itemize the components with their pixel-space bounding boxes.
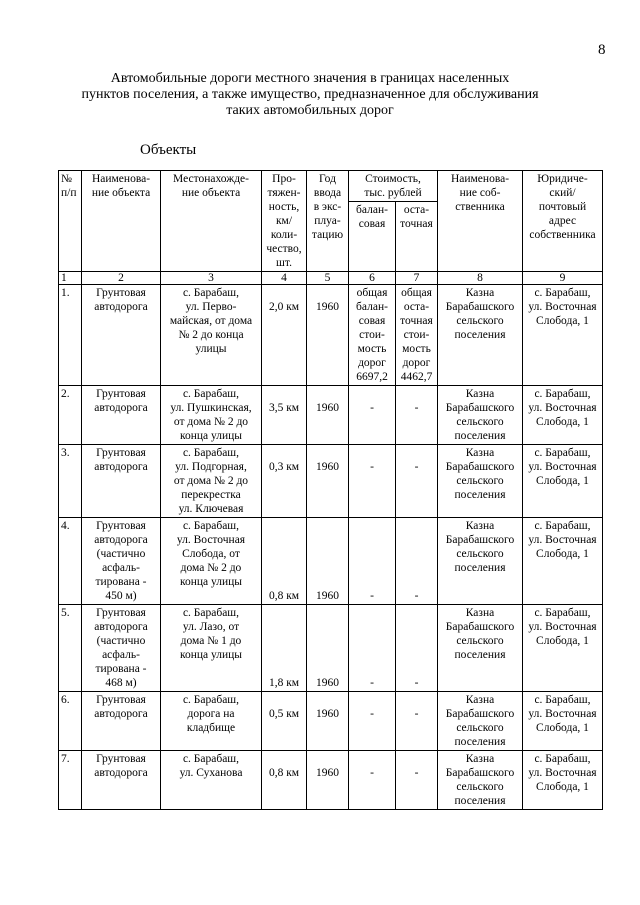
cell-location: с. Барабаш, ул. Подгорная, от дома № 2 до перекрестка ул. Ключевая xyxy=(161,445,262,518)
cell-location: с. Барабаш, ул. Пушкинская, от дома № 2 до конца улицы xyxy=(161,386,262,445)
cell-address: с. Барабаш, ул. Восточная Слобода, 1 xyxy=(523,518,603,605)
cell-num: 2. xyxy=(59,386,82,445)
cell-name: Грунтовая автодорога xyxy=(82,692,161,751)
cell-name: Грунтовая автодорога xyxy=(82,751,161,810)
header-location: Местонахожде- ние объекта xyxy=(161,171,262,272)
cell-balance: - xyxy=(349,605,396,692)
column-number: 1 xyxy=(59,272,82,285)
column-number: 2 xyxy=(82,272,161,285)
cell-balance: - xyxy=(349,692,396,751)
cell-length: 0,8 км xyxy=(262,751,307,810)
table-row xyxy=(59,386,603,445)
cell-owner: Казна Барабашского сельского поселения xyxy=(438,751,523,810)
table-row xyxy=(59,605,603,692)
column-number: 6 xyxy=(349,272,396,285)
header-cost: Стоимость, тыс. рублей xyxy=(349,171,438,202)
cell-location: с. Барабаш, дорога на кладбище xyxy=(161,692,262,751)
cell-name: Грунтовая автодорога xyxy=(82,285,161,386)
cell-year: 1960 xyxy=(307,751,349,810)
column-number: 5 xyxy=(307,272,349,285)
cell-address: с. Барабаш, ул. Восточная Слобода, 1 xyxy=(523,605,603,692)
cell-length: 0,5 км xyxy=(262,692,307,751)
column-number: 7 xyxy=(396,272,438,285)
cell-name: Грунтовая автодорога xyxy=(82,445,161,518)
cell-residual: - xyxy=(396,692,438,751)
cell-owner: Казна Барабашского сельского поселения xyxy=(438,518,523,605)
section-label: Объекты xyxy=(140,142,197,158)
cell-num: 4. xyxy=(59,518,82,605)
cell-name: Грунтовая автодорога (частично асфаль- тирована - 450 м) xyxy=(82,518,161,605)
cell-num: 6. xyxy=(59,692,82,751)
column-number: 9 xyxy=(523,272,603,285)
table-row xyxy=(59,692,603,751)
header-address: Юридиче- ский/ почтовый адрес собственника xyxy=(523,171,603,272)
header-cost-residual: оста- точная xyxy=(396,202,438,272)
cell-residual: - xyxy=(396,518,438,605)
cell-balance: - xyxy=(349,386,396,445)
cell-year: 1960 xyxy=(307,518,349,605)
cell-location: с. Барабаш, ул. Суханова xyxy=(161,751,262,810)
document-title: Автомобильные дороги местного значения в границах населенных пунктов поселения, а также имущество, предназначенное для обслуживания таких автомобильных дорог xyxy=(81,71,539,118)
cell-residual: - xyxy=(396,751,438,810)
cell-balance: общая балан- совая стои- мость дорог 6697,2 xyxy=(349,285,396,386)
cell-length: 1,8 км xyxy=(262,605,307,692)
header-length: Про- тяжен- ность, км/ коли- чество, шт. xyxy=(262,171,307,272)
column-number: 3 xyxy=(161,272,262,285)
cell-location: с. Барабаш, ул. Перво- майская, от дома № 2 до конца улицы xyxy=(161,285,262,386)
cell-balance: - xyxy=(349,518,396,605)
cell-length: 0,3 км xyxy=(262,445,307,518)
cell-balance: - xyxy=(349,751,396,810)
column-number: 4 xyxy=(262,272,307,285)
cell-length: 2,0 км xyxy=(262,285,307,386)
cell-name: Грунтовая автодорога xyxy=(82,386,161,445)
header-owner: Наименова- ние соб- ственника xyxy=(438,171,523,272)
cell-balance: - xyxy=(349,445,396,518)
cell-address: с. Барабаш, ул. Восточная Слобода, 1 xyxy=(523,386,603,445)
cell-address: с. Барабаш, ул. Восточная Слобода, 1 xyxy=(523,445,603,518)
cell-length: 0,8 км xyxy=(262,518,307,605)
cell-name: Грунтовая автодорога (частично асфаль- тирована - 468 м) xyxy=(82,605,161,692)
table-row xyxy=(59,285,603,386)
cell-address: с. Барабаш, ул. Восточная Слобода, 1 xyxy=(523,751,603,810)
cell-owner: Казна Барабашского сельского поселения xyxy=(438,605,523,692)
cell-residual: общая оста- точная стои- мость дорог 4462,7 xyxy=(396,285,438,386)
table-header-row xyxy=(59,171,603,202)
cell-location: с. Барабаш, ул. Лазо, от дома № 1 до конца улицы xyxy=(161,605,262,692)
cell-num: 7. xyxy=(59,751,82,810)
header-year: Год ввода в экс- плуа- тацию xyxy=(307,171,349,272)
cell-address: с. Барабаш, ул. Восточная Слобода, 1 xyxy=(523,692,603,751)
cell-year: 1960 xyxy=(307,692,349,751)
cell-num: 5. xyxy=(59,605,82,692)
header-name: Наименова- ние объекта xyxy=(82,171,161,272)
cell-owner: Казна Барабашского сельского поселения xyxy=(438,386,523,445)
cell-location: с. Барабаш, ул. Восточная Слобода, от дома № 2 до конца улицы xyxy=(161,518,262,605)
page-number: 8 xyxy=(598,42,606,58)
cell-address: с. Барабаш, ул. Восточная Слобода, 1 xyxy=(523,285,603,386)
cell-residual: - xyxy=(396,445,438,518)
column-number: 8 xyxy=(438,272,523,285)
table-row xyxy=(59,751,603,810)
cell-num: 3. xyxy=(59,445,82,518)
header-cost-balance: балан- совая xyxy=(349,202,396,272)
cell-residual: - xyxy=(396,605,438,692)
cell-num: 1. xyxy=(59,285,82,386)
cell-year: 1960 xyxy=(307,605,349,692)
column-numbers-row xyxy=(59,272,603,285)
cell-year: 1960 xyxy=(307,386,349,445)
table-row xyxy=(59,445,603,518)
header-num: № п/п xyxy=(59,171,82,272)
cell-owner: Казна Барабашского сельского поселения xyxy=(438,285,523,386)
cell-owner: Казна Барабашского сельского поселения xyxy=(438,692,523,751)
cell-year: 1960 xyxy=(307,445,349,518)
cell-residual: - xyxy=(396,386,438,445)
roads-table xyxy=(58,170,603,810)
table-row xyxy=(59,518,603,605)
cell-owner: Казна Барабашского сельского поселения xyxy=(438,445,523,518)
cell-length: 3,5 км xyxy=(262,386,307,445)
cell-year: 1960 xyxy=(307,285,349,386)
